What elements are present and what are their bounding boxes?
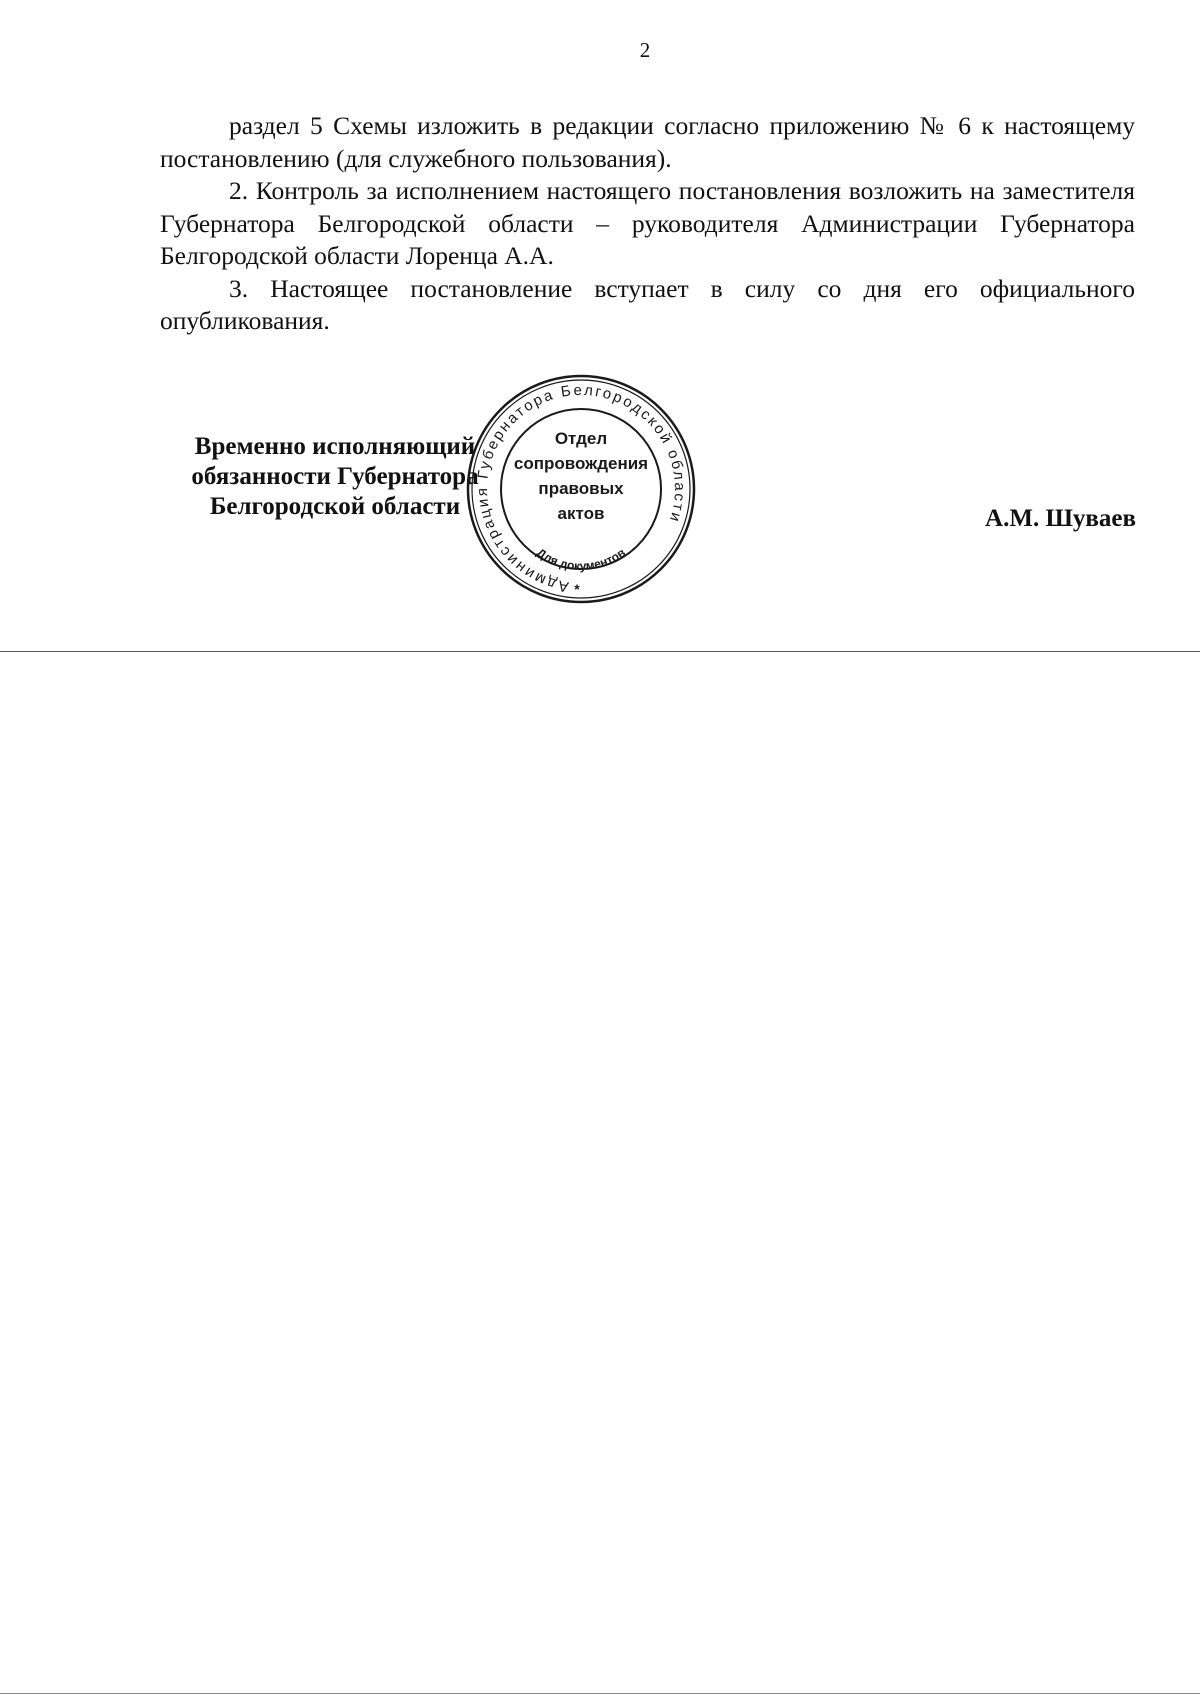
stamp-star-icon: * <box>574 581 580 597</box>
signatory-title-line: Временно исполняющий <box>194 433 476 460</box>
stamp-center-line: сопровождения <box>513 454 649 473</box>
stamp-center-line: Отдел <box>554 429 608 448</box>
stamp-ring-text: Администрация Губернатора Белгородской области <box>473 381 689 596</box>
paragraph-section-5: раздел 5 Схемы изложить в редакции согласно приложению № 6 к настоящему постановлению (для служебного пользования). <box>160 111 1135 173</box>
signatory-title-line: Белгородской области <box>209 493 461 520</box>
paragraph-control: 2. Контроль за исполнением настоящего постановления возложить на заместителя Губернатора Белгородской области – руководителя Администрации Губернатора Белгородской области Лоренца А.А. <box>160 176 1135 270</box>
signatory-title-line: обязанности Губернатора <box>191 463 479 490</box>
signatory-name: А.М. Шуваев <box>985 505 1136 532</box>
official-stamp <box>465 373 697 605</box>
page-divider <box>0 651 1200 652</box>
stamp-center-line: актов <box>557 504 605 523</box>
stamp-center-line: правовых <box>538 479 624 498</box>
page-number: 2 <box>639 38 651 62</box>
document-body <box>160 110 1135 338</box>
page-bottom-edge <box>0 1693 1200 1694</box>
signatory-title <box>165 432 505 522</box>
paragraph-effective-date: 3. Настоящее постановление вступает в силу со дня его официального опубликования. <box>160 273 1135 335</box>
stamp-inner-arc-text: Для документов <box>534 545 628 574</box>
